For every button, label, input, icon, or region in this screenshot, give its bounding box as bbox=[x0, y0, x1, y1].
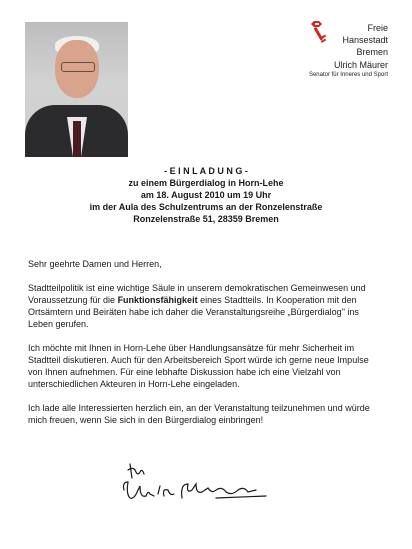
invitation-location: im der Aula des Schulzentrums an der Ronzelenstraße bbox=[89, 202, 323, 212]
paragraph-2: Ich möchte mit Ihnen in Horn-Lehe über Handlungsansätze für mehr Sicherheit im Stadtteil diskutieren. Auch für den Arbeitsbereich Sport würde ich gerne neue Impulse von Ihnen aufnehmen. Für eine lebhafte Diskussion habe ich eine Vielzahl von unterschiedlichen Akteuren in Horn-Lehe eingeladen. bbox=[28, 343, 369, 389]
invitation-heading bbox=[0, 165, 412, 225]
paragraph-3: Ich lade alle Interessierten herzlich ein, an der Veranstaltung teilzunehmen und würde mich freuen, wenn Sie sich in den Bürgerdialog einbringen! bbox=[28, 403, 370, 425]
invitation-title: - E I N L A D U N G - bbox=[164, 166, 248, 176]
portrait-tie bbox=[73, 121, 81, 157]
invitation-line: zu einem Bürgerdialog in Horn-Lehe bbox=[128, 178, 284, 188]
sender-title: Senator für Inneres und Sport bbox=[308, 72, 388, 78]
portrait-photo bbox=[25, 22, 128, 157]
org-line-2: Hansestadt bbox=[342, 35, 388, 45]
invitation-address: Ronzelenstraße 51, 28359 Bremen bbox=[133, 214, 279, 224]
salutation: Sehr geehrte Damen und Herren, bbox=[28, 259, 162, 269]
portrait-glasses bbox=[61, 62, 95, 72]
org-line-1: Freie bbox=[367, 23, 388, 33]
sender-name: Ulrich Mäurer bbox=[333, 60, 388, 70]
paragraph-1-highlight: Funktionsfähigkeit bbox=[117, 295, 198, 305]
org-line-3: Bremen bbox=[356, 47, 388, 57]
sender-block bbox=[309, 22, 388, 79]
handwritten-signature bbox=[116, 460, 276, 508]
invitation-date: am 18. August 2010 um 19 Uhr bbox=[140, 190, 272, 200]
paragraph-1-end: eines Stadtteils. In Kooperation mit den Ortsämtern und Beiräten habe ich daher die Veranstaltungsreihe „Bürgerdialog" ins Leben gerufen. bbox=[28, 295, 359, 329]
paragraph-1 bbox=[28, 282, 380, 330]
paragraph-1-start: Stadtteilpolitik ist eine wichtige Säule in unserem demokratischen Gemeinwesen und Voraussetzung für die bbox=[28, 283, 366, 305]
letter-body bbox=[28, 258, 380, 438]
